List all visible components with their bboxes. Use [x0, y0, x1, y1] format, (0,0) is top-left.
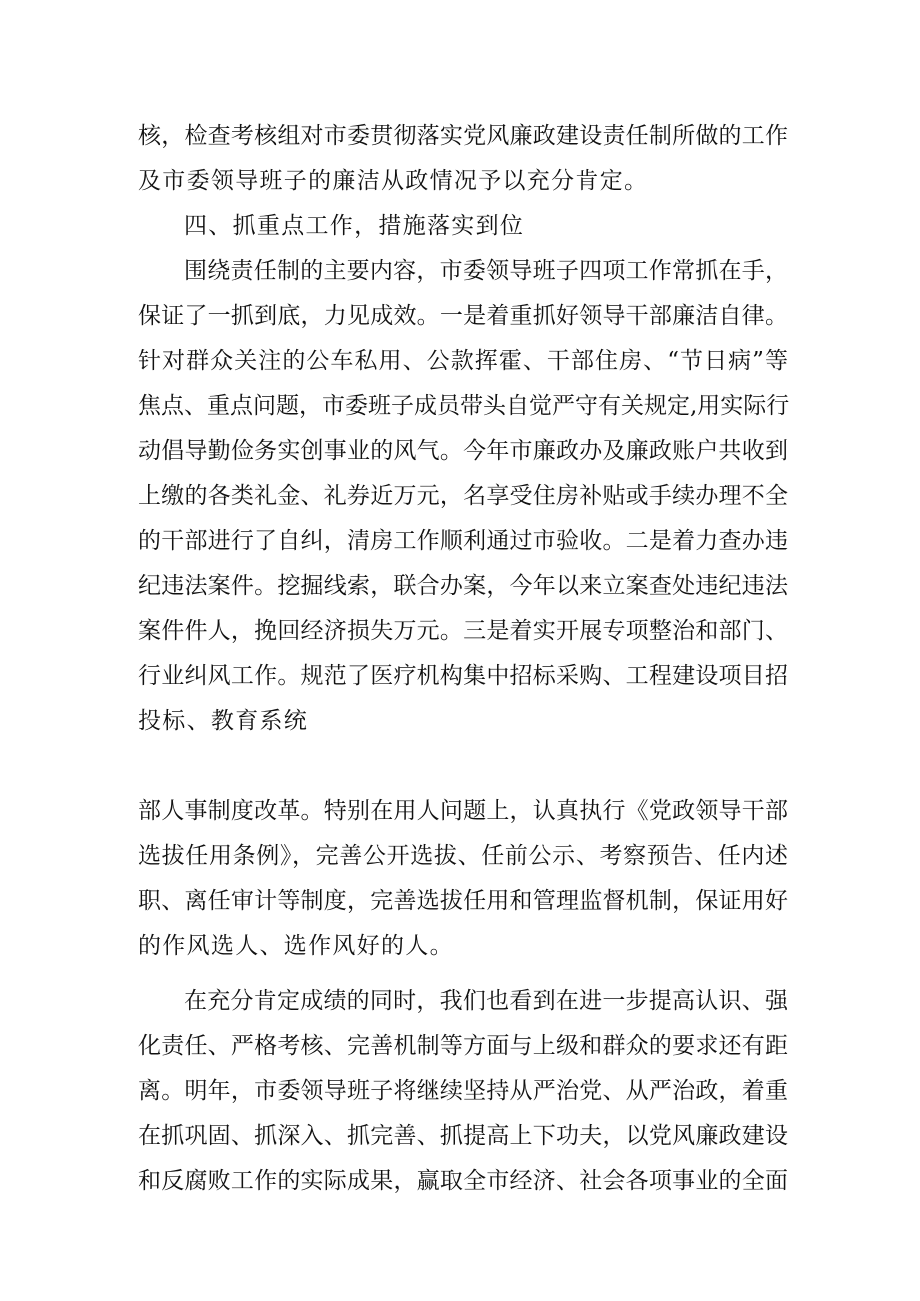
paragraph-line: 行业纠风工作。规范了医疗机构集中招标采购、工程建设项目招	[138, 663, 788, 689]
paragraph-line: 职、离任审计等制度，完善选拔任用和管理监督机制，保证用好	[138, 888, 788, 914]
paragraph-line: 部人事制度改革。特别在用人问题上，认真执行《党政领导干部	[138, 798, 788, 824]
paragraph-line: 在充分肯定成绩的同时，我们也看到在进一步提高认识、强	[184, 988, 788, 1014]
paragraph-line: 上缴的各类礼金、礼券近万元，名享受住房补贴或手续办理不全	[138, 483, 788, 509]
paragraph-line: 围绕责任制的主要内容，市委领导班子四项工作常抓在手，	[184, 258, 788, 284]
paragraph-line: 及市委领导班子的廉洁从政情况予以充分肯定。	[138, 168, 649, 194]
paragraph-line: 的干部进行了自纠，清房工作顺利通过市验收。二是着力查办违	[138, 528, 788, 554]
paragraph-line: 的作风选人、选作风好的人。	[138, 933, 454, 959]
paragraph-line: 动倡导勤俭务实创事业的风气。今年市廉政办及廉政账户共收到	[138, 438, 788, 464]
section-heading: 四、抓重点工作，措施落实到位	[184, 213, 525, 239]
paragraph-line: 和反腐败工作的实际成果，赢取全市经济、社会各项事业的全面	[138, 1168, 788, 1194]
paragraph-line: 保证了一抓到底，力见成效。一是着重抓好领导干部廉洁自律。	[138, 303, 788, 329]
paragraph-line: 离。明年，市委领导班子将继续坚持从严治党、从严治政，着重	[138, 1078, 788, 1104]
paragraph-line: 案件件人，挽回经济损失万元。三是着实开展专项整治和部门、	[138, 618, 788, 644]
paragraph-line: 投标、教育系统	[138, 708, 309, 734]
paragraph-line: 化责任、严格考核、完善机制等方面与上级和群众的要求还有距	[138, 1033, 788, 1059]
paragraph-line: 纪违法案件。挖掘线索，联合办案，今年以来立案查处违纪违法	[138, 573, 788, 599]
paragraph-line: 焦点、重点问题，市委班子成员带头自觉严守有关规定,用实际行	[138, 393, 790, 419]
paragraph-line: 在抓巩固、抓深入、抓完善、抓提高上下功夫，以党风廉政建设	[138, 1123, 788, 1149]
paragraph-line: 选拔任用条例》，完善公开选拔、任前公示、考察预告、任内述	[138, 843, 788, 869]
paragraph-line: 针对群众关注的公车私用、公款挥霍、干部住房、“节日病”等	[138, 348, 788, 374]
paragraph-line: 核，检查考核组对市委贯彻落实党风廉政建设责任制所做的工作	[138, 123, 788, 149]
